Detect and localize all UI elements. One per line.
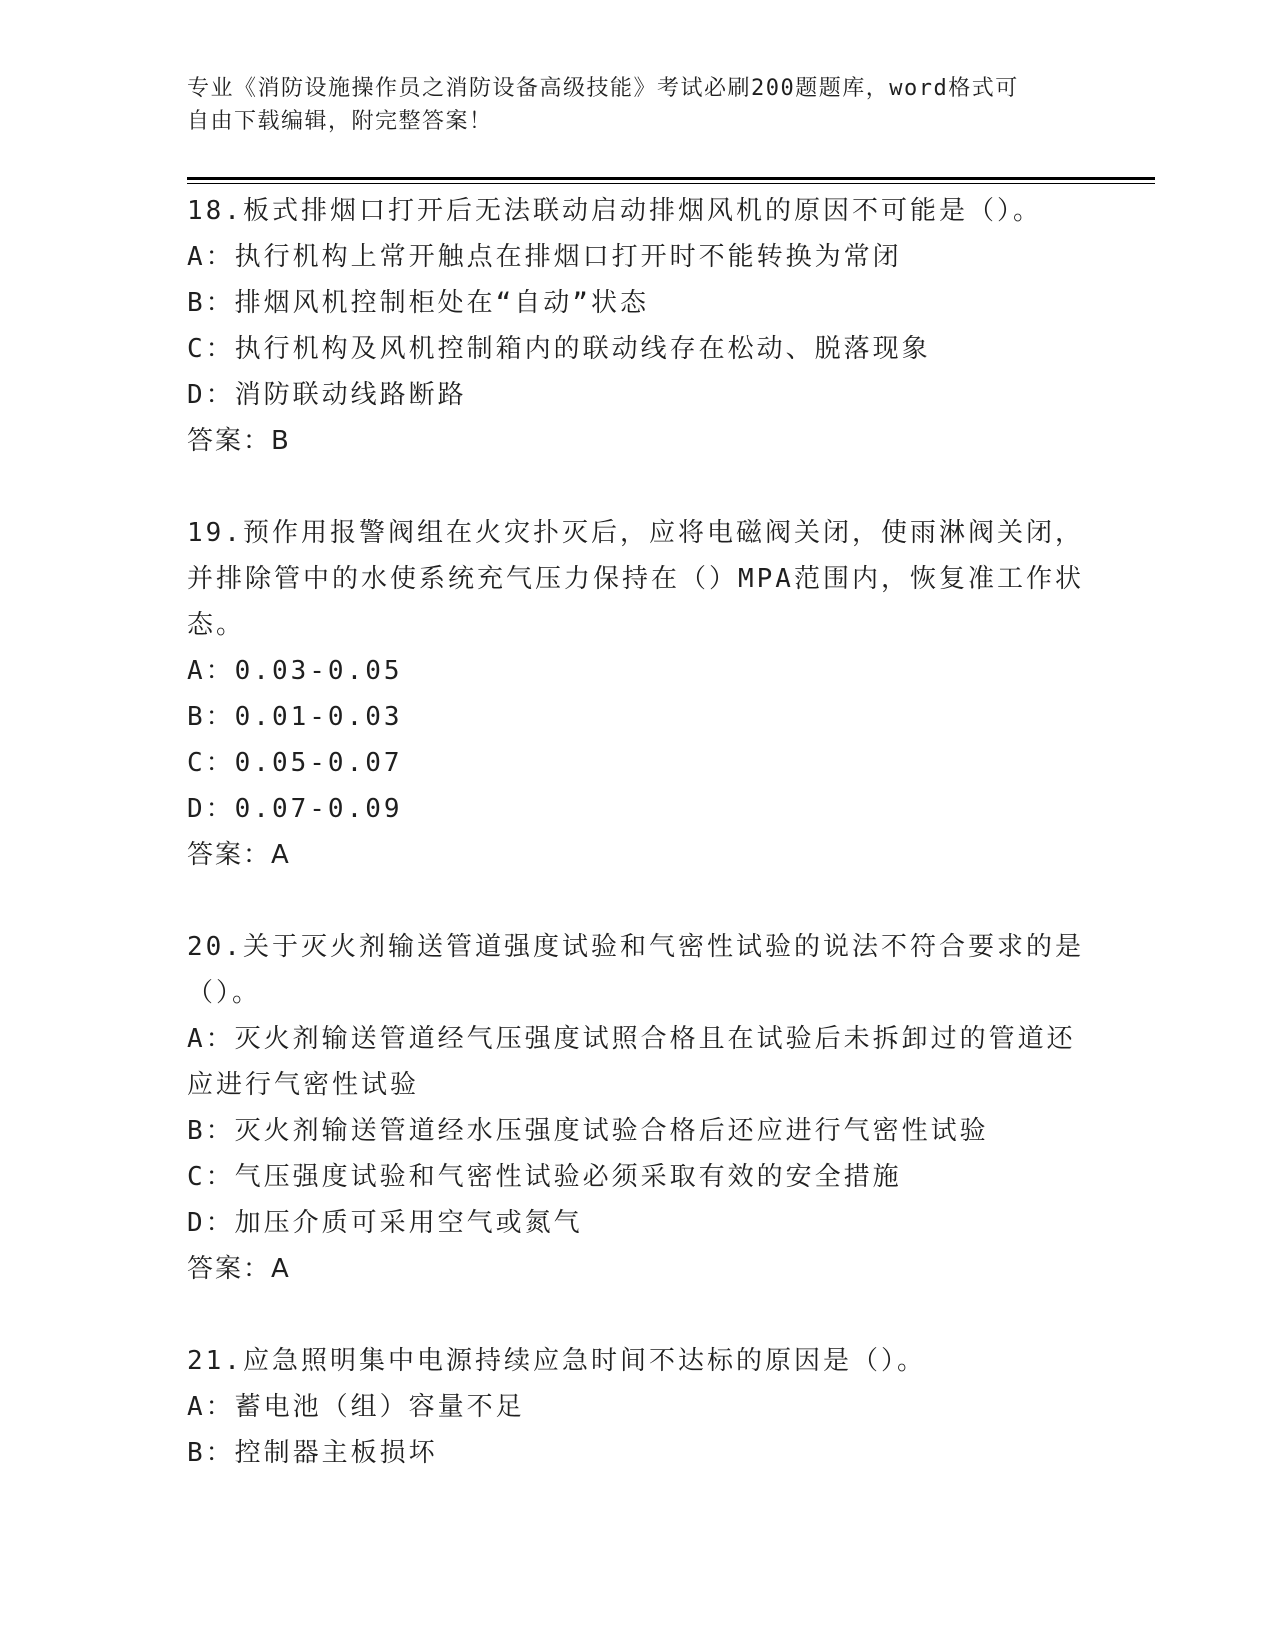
document-header (187, 72, 1067, 138)
option-d: D：0.07-0.09 (187, 794, 403, 824)
option-a: A：灭火剂输送管道经气压强度试照合格且在试验后未拆卸过的管道还应进行气密性试验 (187, 1024, 1076, 1100)
option-d: D：加压介质可采用空气或氮气 (187, 1208, 583, 1238)
question-20 (187, 924, 1087, 1292)
header-rule-thick (187, 177, 1155, 180)
question-stem: 21.应急照明集中电源持续应急时间不达标的原因是（）。 (187, 1346, 926, 1376)
option-c: C：0.05-0.07 (187, 748, 403, 778)
question-stem: 20.关于灭火剂输送管道强度试验和气密性试验的说法不符合要求的是（）。 (187, 932, 1084, 1008)
answer-line: 答案：A (187, 840, 291, 870)
option-c: C：执行机构及风机控制箱内的联动线存在松动、脱落现象 (187, 334, 931, 364)
question-stem: 19.预作用报警阀组在火灾扑灭后，应将电磁阀关闭，使雨淋阀关闭，并排除管中的水使系统充气压力保持在（）MPA范围内，恢复准工作状态。 (187, 518, 1084, 640)
option-b: B：灭火剂输送管道经水压强度试验合格后还应进行气密性试验 (187, 1116, 989, 1146)
option-b: B：排烟风机控制柜处在“自动”状态 (187, 288, 649, 318)
option-c: C：气压强度试验和气密性试验必须采取有效的安全措施 (187, 1162, 902, 1192)
header-rule-thin (187, 183, 1155, 184)
option-a: A：0.03-0.05 (187, 656, 403, 686)
option-b: B：0.01-0.03 (187, 702, 403, 732)
answer-line: 答案：A (187, 1254, 291, 1284)
question-stem: 18.板式排烟口打开后无法联动启动排烟风机的原因不可能是（）。 (187, 196, 1042, 226)
option-d: D：消防联动线路断路 (187, 380, 467, 410)
question-list (187, 188, 1087, 1476)
question-21 (187, 1338, 1087, 1476)
question-19 (187, 510, 1087, 878)
option-a: A：执行机构上常开触点在排烟口打开时不能转换为常闭 (187, 242, 902, 272)
header-line-2: 自由下载编辑，附完整答案！ (187, 109, 493, 134)
answer-line: 答案：B (187, 426, 291, 456)
header-line-1: 专业《消防设施操作员之消防设备高级技能》考试必刷200题题库，word格式可 (187, 76, 1019, 101)
question-18 (187, 188, 1087, 464)
option-a: A：蓄电池（组）容量不足 (187, 1392, 525, 1422)
option-b: B：控制器主板损坏 (187, 1438, 438, 1468)
